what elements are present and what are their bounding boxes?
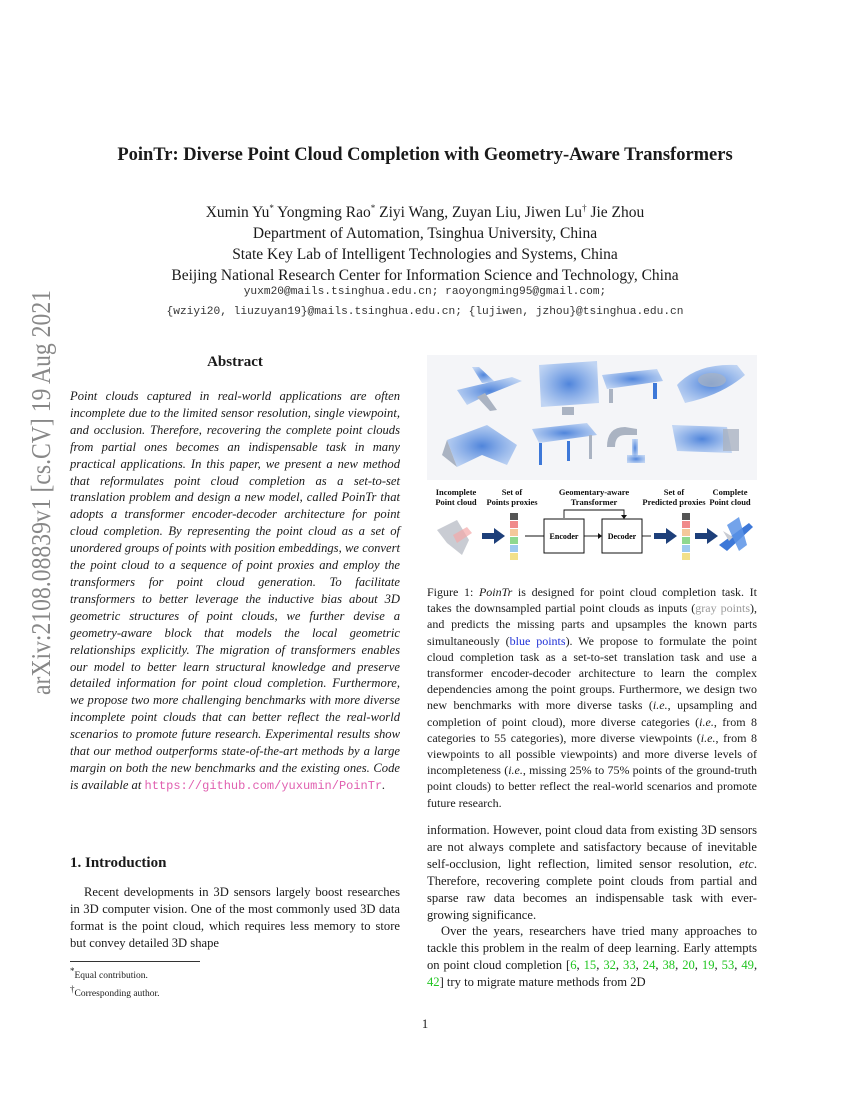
- figure-1: [427, 355, 757, 580]
- caption-ie: i.e.: [508, 763, 523, 778]
- label-geometry-2: Transformer: [570, 497, 618, 507]
- caption-text: , missing 25% to 75% points of the ground-truth point clouds) to better reflect the real-world scenarios and promote future research.: [427, 763, 757, 810]
- author-line: [0, 198, 850, 223]
- label-incomplete-1: Incomplete: [435, 487, 477, 497]
- author-name: Yongming Rao: [273, 204, 371, 222]
- caption-label: Figure 1:: [427, 585, 474, 599]
- decoder-label: Decoder: [607, 532, 637, 541]
- citation-list: 6, 15, 32, 33, 24, 38, 20, 19, 53, 49, 42: [427, 958, 758, 990]
- incomplete-shape: [437, 520, 472, 555]
- label-complete-2: Point cloud: [709, 497, 751, 507]
- figure-1-graphic: [427, 355, 757, 580]
- label-geometry-1: Geomentary-aware: [558, 487, 630, 497]
- caption-ie: i.e.: [652, 698, 668, 713]
- paper-title: PoinTr: Diverse Point Cloud Completion with Geometry-Aware Transformers: [117, 145, 733, 165]
- caption-text: is designed for point cloud completion task. It takes the downsampled partial point clouds as inputs (: [427, 585, 757, 616]
- label-setpred-1: Set of: [663, 487, 685, 497]
- arxiv-stamp: [2, 285, 72, 695]
- citation-link[interactable]: 32: [603, 958, 616, 973]
- proxy-cell: [682, 545, 690, 552]
- citation-link[interactable]: 49: [741, 958, 754, 973]
- footnote-equal: *Equal contribution.: [70, 966, 148, 982]
- label-setpoints-2: Points proxies: [486, 497, 538, 507]
- caption-text: , from 8 viewpoints to all possible viewpoints) and more diverse levels of incompleteness (: [427, 730, 757, 778]
- footnotes: [70, 965, 400, 1001]
- proxy-cell: [682, 513, 690, 520]
- caption-ie: i.e.: [699, 714, 714, 729]
- caption-gray-points: gray points: [695, 601, 750, 616]
- citation-link[interactable]: 20: [682, 958, 695, 973]
- figure-1-caption: [427, 584, 757, 811]
- citation-link[interactable]: 6: [570, 958, 577, 973]
- proxy-cell: [682, 529, 690, 536]
- proxy-cell: [510, 529, 518, 536]
- citation-link[interactable]: 24: [642, 958, 656, 973]
- body-paragraph: [427, 822, 757, 923]
- footnote-text: Equal contribution.: [74, 971, 148, 982]
- author-name: Ziyi Wang, Zuyan Liu, Jiwen Lu: [375, 204, 583, 222]
- authors-block: [0, 198, 850, 286]
- caption-text: , from 8 categories to 55 categories), more diverse viewpoints (: [427, 714, 757, 745]
- citation-link[interactable]: 53: [721, 958, 735, 973]
- email-line: yuxm20@mails.tsinghua.edu.cn; raoyongming95@gmail.com;: [243, 286, 607, 298]
- body-paragraph: [427, 923, 757, 991]
- proxy-cell: [682, 537, 690, 544]
- footnote-rule: [70, 961, 200, 962]
- proxy-cell: [510, 545, 518, 552]
- proxy-cell: [510, 553, 518, 560]
- corresponding-mark: †: [582, 203, 587, 213]
- citation-link[interactable]: 19: [701, 958, 715, 973]
- body-text: information. However, point cloud data from existing 3D sensors are not always complete and satisfactory because of inevitable self-occlusion, light reflection, limited sensor resolution,: [427, 823, 757, 871]
- body-text: . Therefore, recovering complete point clouds from partial and sparse raw data becomes an indispensable task with ever-growing significance.: [427, 856, 757, 922]
- label-complete-1: Complete: [712, 487, 748, 497]
- caption-text: ). We propose to formulate the point cloud completion task as a set-to-set translation task and use a transformer encoder-decoder architecture to learn the complex dependencies among the point groups. Furthermore, we design two new benchmarks with more diverse tasks (: [427, 633, 757, 713]
- footnote-corresponding: †Corresponding author.: [70, 984, 160, 1000]
- arrow-right-icon: [654, 528, 677, 544]
- proxy-cell: [510, 521, 518, 528]
- encoder-label: Encoder: [549, 532, 579, 541]
- emails-block: [0, 282, 850, 322]
- body-text: Over the years, researchers have tried many approaches to tackle this problem in the realm of deep learning. Early attempts on point cloud completion [: [427, 924, 757, 973]
- abstract-end: .: [382, 777, 386, 792]
- caption-ie: i.e.: [700, 730, 716, 745]
- abstract-text: [70, 388, 400, 795]
- label-setpred-2: Predicted proxies: [642, 497, 706, 507]
- proxy-cell: [682, 521, 690, 528]
- intro-paragraph: Recent developments in 3D sensors largely boost researches in 3D computer vision. One of the most commonly used 3D data format is the point cloud, which requires less memory to store but convey detailed 3D shape: [70, 885, 400, 950]
- caption-text: ), and predicts the missing parts and upsamples the known parts simultaneously (: [427, 601, 757, 648]
- arrow-right-icon: [482, 528, 505, 544]
- author-name: Xumin Yu: [205, 204, 270, 222]
- proxy-stack-predicted: [682, 513, 690, 560]
- arxiv-stamp-text: arXiv:2108.08839v1 [cs.CV] 19 Aug 2021: [26, 285, 56, 695]
- abstract-heading: Abstract: [207, 354, 263, 370]
- email-line: {wziyi20, liuzuyan19}@mails.tsinghua.edu.cn; {lujiwen, jzhou}@tsinghua.edu.cn: [166, 306, 684, 318]
- caption-model-name: PoinTr: [478, 585, 513, 599]
- proxy-cell: [682, 553, 690, 560]
- body-text: ] try to migrate mature methods from 2D: [439, 975, 646, 990]
- intro-heading: 1. Introduction: [70, 855, 167, 871]
- arrow-right-icon: [695, 528, 718, 544]
- equal-mark: *: [370, 203, 376, 213]
- proxy-stack-input: [510, 513, 518, 560]
- abstract-body: Point clouds captured in real-world applications are often incomplete due to the limited sensor resolution, single viewpoint, and occlusion. Therefore, recovering the complete point clouds from partial ones becomes an indispensable task in many practical applications. In this paper, we present a new method that reformulates point cloud completion as a set-to-set translation problem and design a new model, called PoinTr that adopts a transformer encoder-decoder architecture for point cloud completion. By representing the point cloud as a set of unordered groups of points with position embeddings, we convert the point cloud to a sequence of point proxies and employ the transformers for point cloud generation. To facilitate transformers to better leverage the inductive bias about 3D geometric structures of point clouds, we further devise a geometry-aware block that models the local geometric relationships explicitly. The migration of transformers enables our model to better learn structural knowledge and preserve detailed information for point cloud completion. Furthermore, we propose two more challenging benchmarks with more diverse incomplete point clouds that can better reflect the real-world scenarios to promote future research. Experimental results show that our method outperforms state-of-the-art methods by a large margin on both the new benchmarks and the existing ones. Code is available at: [70, 389, 400, 792]
- equal-mark: *: [269, 203, 274, 213]
- page-number: 1: [421, 1017, 429, 1031]
- affiliation: State Key Lab of Intelligent Technologies and Systems, China: [232, 246, 618, 264]
- citation-link[interactable]: 33: [623, 958, 636, 973]
- author-name: Jie Zhou: [586, 204, 645, 222]
- affiliation: Department of Automation, Tsinghua University, China: [252, 225, 598, 243]
- affiliation: Beijing National Research Center for Information Science and Technology, China: [171, 267, 679, 285]
- caption-text: , upsampling and completion of point cloud), more diverse categories (: [427, 698, 757, 729]
- caption-blue-points: blue points: [509, 633, 566, 648]
- complete-shape: [719, 517, 753, 551]
- citation-link[interactable]: 42: [427, 975, 440, 990]
- footnote-text: Corresponding author.: [74, 989, 160, 1000]
- proxy-cell: [510, 513, 518, 520]
- proxy-cell: [510, 537, 518, 544]
- label-incomplete-2: Point cloud: [435, 497, 477, 507]
- label-setpoints-1: Set of: [501, 487, 523, 497]
- chair-pointcloud: [672, 425, 739, 453]
- code-link[interactable]: https://github.com/yuxumin/PoinTr: [144, 778, 383, 793]
- citation-link[interactable]: 38: [662, 958, 676, 973]
- citation-link[interactable]: 15: [583, 958, 597, 973]
- right-body-text: [427, 822, 757, 991]
- body-etc: etc: [739, 856, 754, 871]
